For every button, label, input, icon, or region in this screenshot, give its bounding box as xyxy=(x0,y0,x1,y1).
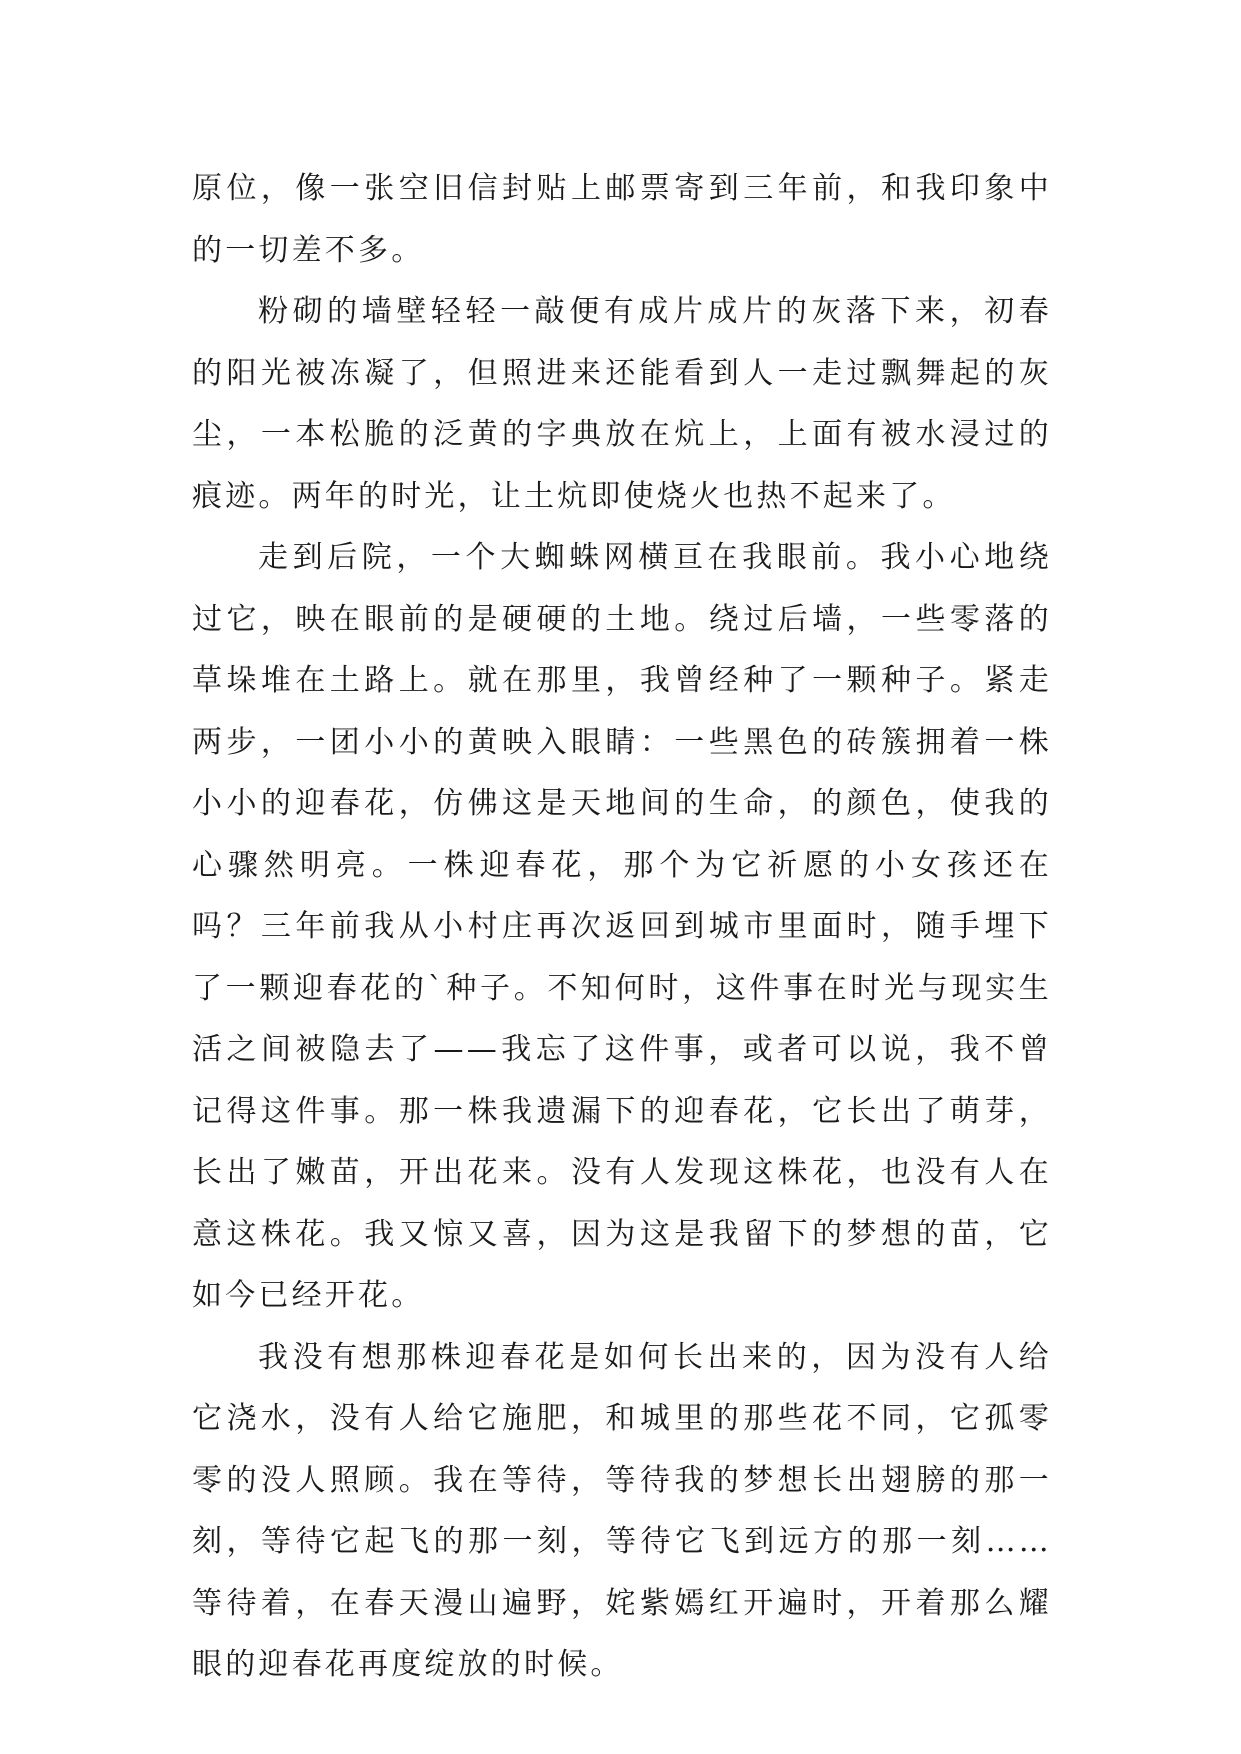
paragraph-3: 走到后院，一个大蜘蛛网横亘在我眼前。我小心地绕过它，映在眼前的是硬硬的土地。绕过后墙，一些零落的草垛堆在土路上。就在那里，我曾经种了一颗种子。紧走两步，一团小小的黄映入眼睛：一些黑色的砖簇拥着一株小小的迎春花，仿佛这是天地间的生命，的颜色，使我的心骤然明亮。一株迎春花，那个为它祈愿的小女孩还在吗？三年前我从小村庄再次返回到城市里面时，随手埋下了一颗迎春花的`种子。不知何时，这件事在时光与现实生活之间被隐去了——我忘了这件事，或者可以说，我不曾记得这件事。那一株我遗漏下的迎春花，它长出了萌芽，长出了嫩苗，开出花来。没有人发现这株花，也没有人在意这株花。我又惊又喜，因为这是我留下的梦想的苗，它如今已经开花。 xyxy=(192,540,1052,1313)
paragraph-1: 原位，像一张空旧信封贴上邮票寄到三年前，和我印象中的一切差不多。 xyxy=(192,171,1052,268)
paragraph-4: 我没有想那株迎春花是如何长出来的，因为没有人给它浇水，没有人给它施肥，和城里的那些花不同，它孤零零的没人照顾。我在等待，等待我的梦想长出翅膀的那一刻，等待它起飞的那一刻，等待它飞到远方的那一刻……等待着，在春天漫山遍野，姹紫嫣红开遍时，开着那么耀眼的迎春花再度绽放的时候。 xyxy=(192,1339,1052,1682)
paragraph-2: 粉砌的墙壁轻轻一敲便有成片成片的灰落下来，初春的阳光被冻凝了，但照进来还能看到人一走过飘舞起的灰尘，一本松脆的泛黄的字典放在炕上，上面有被水浸过的痕迹。两年的时光，让土炕即使烧火也热不起来了。 xyxy=(192,294,1052,514)
body-text xyxy=(192,158,1052,1696)
